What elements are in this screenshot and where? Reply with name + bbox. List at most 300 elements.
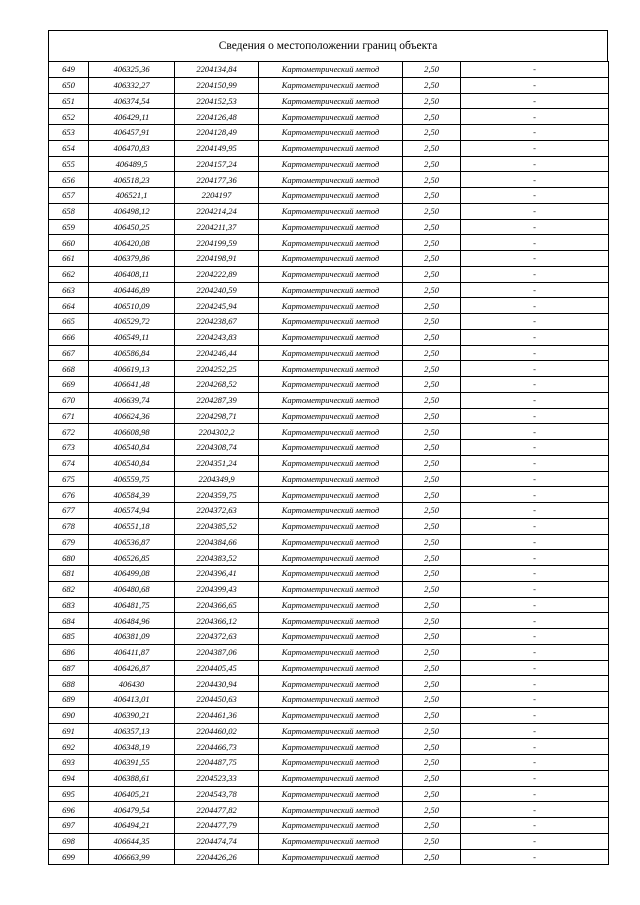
coord-y: 2204460,02 [175,723,259,739]
method-cell: Картометрический метод [259,282,403,298]
coord-y: 2204287,39 [175,392,259,408]
accuracy-cell: 2,50 [403,314,461,330]
point-number: 673 [49,440,89,456]
accuracy-cell: 2,50 [403,93,461,109]
coord-x: 406510,09 [89,298,175,314]
coord-x: 406644,35 [89,833,175,849]
table-row [49,597,609,613]
method-cell: Картометрический метод [259,534,403,550]
coord-y: 2204126,48 [175,109,259,125]
note-cell: - [461,251,609,267]
method-cell: Картометрический метод [259,203,403,219]
accuracy-cell: 2,50 [403,392,461,408]
coord-y: 2204466,73 [175,739,259,755]
coord-x: 406420,08 [89,235,175,251]
table-row [49,707,609,723]
table-row [49,361,609,377]
point-number: 669 [49,377,89,393]
accuracy-cell: 2,50 [403,770,461,786]
table-row [49,455,609,471]
note-cell: - [461,109,609,125]
coord-y: 2204387,06 [175,644,259,660]
point-number: 678 [49,518,89,534]
coord-x: 406484,96 [89,613,175,629]
table-row [49,487,609,503]
note-cell: - [461,77,609,93]
point-number: 689 [49,692,89,708]
table-row [49,739,609,755]
coord-x: 406584,39 [89,487,175,503]
note-cell: - [461,833,609,849]
point-number: 662 [49,266,89,282]
coord-x: 406374,54 [89,93,175,109]
accuracy-cell: 2,50 [403,188,461,204]
coord-y: 2204430,94 [175,676,259,692]
note-cell: - [461,188,609,204]
accuracy-cell: 2,50 [403,140,461,156]
method-cell: Картометрический метод [259,392,403,408]
coord-x: 406480,68 [89,581,175,597]
accuracy-cell: 2,50 [403,172,461,188]
note-cell: - [461,613,609,629]
point-number: 655 [49,156,89,172]
accuracy-cell: 2,50 [403,282,461,298]
point-number: 681 [49,566,89,582]
coord-x: 406489,5 [89,156,175,172]
coord-x: 406619,13 [89,361,175,377]
method-cell: Картометрический метод [259,377,403,393]
table-row [49,314,609,330]
note-cell: - [461,723,609,739]
method-cell: Картометрический метод [259,692,403,708]
point-number: 686 [49,644,89,660]
point-number: 682 [49,581,89,597]
method-cell: Картометрический метод [259,77,403,93]
table-row [49,392,609,408]
point-number: 668 [49,361,89,377]
note-cell: - [461,471,609,487]
table-row [49,188,609,204]
point-number: 652 [49,109,89,125]
coord-x: 406559,75 [89,471,175,487]
table-row [49,440,609,456]
accuracy-cell: 2,50 [403,251,461,267]
method-cell: Картометрический метод [259,314,403,330]
accuracy-cell: 2,50 [403,581,461,597]
accuracy-cell: 2,50 [403,550,461,566]
table-row [49,833,609,849]
table-row [49,77,609,93]
method-cell: Картометрический метод [259,235,403,251]
table-row [49,644,609,660]
coord-y: 2204372,63 [175,629,259,645]
coord-y: 2204222,89 [175,266,259,282]
coord-y: 2204268,52 [175,377,259,393]
note-cell: - [461,597,609,613]
coord-y: 2204302,2 [175,424,259,440]
table-row [49,660,609,676]
coord-y: 2204238,67 [175,314,259,330]
coord-x: 406413,01 [89,692,175,708]
accuracy-cell: 2,50 [403,361,461,377]
accuracy-cell: 2,50 [403,849,461,865]
accuracy-cell: 2,50 [403,203,461,219]
table-row [49,692,609,708]
note-cell: - [461,770,609,786]
method-cell: Картометрический метод [259,471,403,487]
table-row [49,755,609,771]
coord-x: 406411,87 [89,644,175,660]
table-row [49,786,609,802]
coord-x: 406379,86 [89,251,175,267]
method-cell: Картометрический метод [259,109,403,125]
note-cell: - [461,424,609,440]
table-row [49,345,609,361]
coord-x: 406390,21 [89,707,175,723]
coord-x: 406405,21 [89,786,175,802]
note-cell: - [461,644,609,660]
coord-x: 406450,25 [89,219,175,235]
note-cell: - [461,629,609,645]
point-number: 691 [49,723,89,739]
accuracy-cell: 2,50 [403,156,461,172]
point-number: 658 [49,203,89,219]
accuracy-cell: 2,50 [403,503,461,519]
coord-x: 406348,19 [89,739,175,755]
accuracy-cell: 2,50 [403,109,461,125]
coord-x: 406357,13 [89,723,175,739]
coord-y: 2204396,41 [175,566,259,582]
coordinates-table [48,61,609,865]
coord-x: 406529,72 [89,314,175,330]
accuracy-cell: 2,50 [403,440,461,456]
coord-y: 2204366,12 [175,613,259,629]
point-number: 696 [49,802,89,818]
accuracy-cell: 2,50 [403,471,461,487]
method-cell: Картометрический метод [259,629,403,645]
note-cell: - [461,282,609,298]
coord-y: 2204474,74 [175,833,259,849]
method-cell: Картометрический метод [259,140,403,156]
point-number: 674 [49,455,89,471]
table-row [49,802,609,818]
boundary-document [48,30,608,865]
method-cell: Картометрический метод [259,802,403,818]
note-cell: - [461,156,609,172]
table-row [49,676,609,692]
coord-y: 2204359,75 [175,487,259,503]
method-cell: Картометрический метод [259,440,403,456]
coord-y: 2204177,36 [175,172,259,188]
coord-y: 2204149,95 [175,140,259,156]
method-cell: Картометрический метод [259,849,403,865]
method-cell: Картометрический метод [259,93,403,109]
coord-y: 2204477,82 [175,802,259,818]
note-cell: - [461,392,609,408]
note-cell: - [461,408,609,424]
point-number: 654 [49,140,89,156]
note-cell: - [461,440,609,456]
table-row [49,172,609,188]
method-cell: Картометрический метод [259,503,403,519]
method-cell: Картометрический метод [259,298,403,314]
coord-y: 2204487,75 [175,755,259,771]
note-cell: - [461,235,609,251]
coord-x: 406470,83 [89,140,175,156]
coord-y: 2204199,59 [175,235,259,251]
table-row [49,818,609,834]
coord-y: 2204351,24 [175,455,259,471]
accuracy-cell: 2,50 [403,629,461,645]
coord-x: 406540,84 [89,440,175,456]
table-row [49,581,609,597]
point-number: 657 [49,188,89,204]
note-cell: - [461,676,609,692]
note-cell: - [461,266,609,282]
table-row [49,140,609,156]
note-cell: - [461,62,609,78]
coord-x: 406639,74 [89,392,175,408]
note-cell: - [461,755,609,771]
note-cell: - [461,707,609,723]
point-number: 671 [49,408,89,424]
point-number: 666 [49,329,89,345]
accuracy-cell: 2,50 [403,298,461,314]
coord-y: 2204150,99 [175,77,259,93]
point-number: 670 [49,392,89,408]
table-row [49,503,609,519]
method-cell: Картометрический метод [259,251,403,267]
coord-x: 406586,84 [89,345,175,361]
point-number: 692 [49,739,89,755]
table-row [49,251,609,267]
note-cell: - [461,660,609,676]
coord-y: 2204198,91 [175,251,259,267]
coord-y: 2204399,43 [175,581,259,597]
coord-x: 406479,54 [89,802,175,818]
method-cell: Картометрический метод [259,408,403,424]
table-row [49,518,609,534]
method-cell: Картометрический метод [259,676,403,692]
point-number: 694 [49,770,89,786]
coord-y: 2204246,44 [175,345,259,361]
method-cell: Картометрический метод [259,345,403,361]
coord-y: 2204157,24 [175,156,259,172]
accuracy-cell: 2,50 [403,455,461,471]
accuracy-cell: 2,50 [403,818,461,834]
note-cell: - [461,345,609,361]
table-row [49,156,609,172]
method-cell: Картометрический метод [259,487,403,503]
coord-y: 2204523,33 [175,770,259,786]
table-row [49,62,609,78]
coord-y: 2204543,78 [175,786,259,802]
method-cell: Картометрический метод [259,188,403,204]
accuracy-cell: 2,50 [403,266,461,282]
method-cell: Картометрический метод [259,518,403,534]
method-cell: Картометрический метод [259,739,403,755]
note-cell: - [461,739,609,755]
coord-x: 406521,1 [89,188,175,204]
coord-y: 2204252,25 [175,361,259,377]
method-cell: Картометрический метод [259,818,403,834]
table-row [49,723,609,739]
point-number: 698 [49,833,89,849]
coord-y: 2204461,36 [175,707,259,723]
table-row [49,550,609,566]
coord-y: 2204211,37 [175,219,259,235]
coord-x: 406574,94 [89,503,175,519]
coord-x: 406430 [89,676,175,692]
table-row [49,298,609,314]
accuracy-cell: 2,50 [403,329,461,345]
note-cell: - [461,455,609,471]
accuracy-cell: 2,50 [403,692,461,708]
point-number: 665 [49,314,89,330]
coord-y: 2204426,26 [175,849,259,865]
point-number: 687 [49,660,89,676]
table-row [49,282,609,298]
coord-y: 2204384,66 [175,534,259,550]
coord-y: 2204450,63 [175,692,259,708]
table-row [49,377,609,393]
note-cell: - [461,314,609,330]
accuracy-cell: 2,50 [403,597,461,613]
note-cell: - [461,487,609,503]
accuracy-cell: 2,50 [403,408,461,424]
method-cell: Картометрический метод [259,833,403,849]
point-number: 699 [49,849,89,865]
method-cell: Картометрический метод [259,424,403,440]
coord-x: 406540,84 [89,455,175,471]
coord-x: 406624,36 [89,408,175,424]
note-cell: - [461,503,609,519]
point-number: 677 [49,503,89,519]
point-number: 667 [49,345,89,361]
coord-x: 406536,87 [89,534,175,550]
table-row [49,109,609,125]
table-row [49,93,609,109]
accuracy-cell: 2,50 [403,125,461,141]
coord-y: 2204245,94 [175,298,259,314]
accuracy-cell: 2,50 [403,613,461,629]
coord-x: 406549,11 [89,329,175,345]
note-cell: - [461,581,609,597]
coord-y: 2204308,74 [175,440,259,456]
table-row [49,424,609,440]
method-cell: Картометрический метод [259,156,403,172]
coord-y: 2204243,83 [175,329,259,345]
table-row [49,566,609,582]
note-cell: - [461,125,609,141]
coord-x: 406391,55 [89,755,175,771]
accuracy-cell: 2,50 [403,487,461,503]
table-row [49,770,609,786]
table-row [49,613,609,629]
coord-y: 2204349,9 [175,471,259,487]
coord-y: 2204128,49 [175,125,259,141]
method-cell: Картометрический метод [259,62,403,78]
accuracy-cell: 2,50 [403,345,461,361]
coord-y: 2204385,52 [175,518,259,534]
coord-x: 406518,23 [89,172,175,188]
document-title: Сведения о местоположении границ объекта [48,30,608,61]
accuracy-cell: 2,50 [403,62,461,78]
method-cell: Картометрический метод [259,755,403,771]
point-number: 693 [49,755,89,771]
point-number: 664 [49,298,89,314]
coord-x: 406498,12 [89,203,175,219]
note-cell: - [461,566,609,582]
coord-x: 406551,18 [89,518,175,534]
method-cell: Картометрический метод [259,707,403,723]
coord-x: 406494,21 [89,818,175,834]
point-number: 676 [49,487,89,503]
coord-x: 406641,48 [89,377,175,393]
point-number: 650 [49,77,89,93]
method-cell: Картометрический метод [259,786,403,802]
method-cell: Картометрический метод [259,581,403,597]
note-cell: - [461,534,609,550]
method-cell: Картометрический метод [259,266,403,282]
point-number: 651 [49,93,89,109]
point-number: 685 [49,629,89,645]
method-cell: Картометрический метод [259,660,403,676]
coord-x: 406325,36 [89,62,175,78]
note-cell: - [461,93,609,109]
coord-x: 406663,99 [89,849,175,865]
coord-x: 406332,27 [89,77,175,93]
coord-x: 406457,91 [89,125,175,141]
coord-y: 2204214,24 [175,203,259,219]
table-row [49,219,609,235]
accuracy-cell: 2,50 [403,518,461,534]
table-row [49,471,609,487]
coord-y: 2204152,53 [175,93,259,109]
accuracy-cell: 2,50 [403,644,461,660]
note-cell: - [461,377,609,393]
accuracy-cell: 2,50 [403,755,461,771]
table-row [49,849,609,865]
accuracy-cell: 2,50 [403,739,461,755]
note-cell: - [461,298,609,314]
point-number: 661 [49,251,89,267]
method-cell: Картометрический метод [259,172,403,188]
point-number: 660 [49,235,89,251]
point-number: 679 [49,534,89,550]
note-cell: - [461,329,609,345]
point-number: 683 [49,597,89,613]
method-cell: Картометрический метод [259,219,403,235]
point-number: 649 [49,62,89,78]
coord-x: 406381,09 [89,629,175,645]
coord-x: 406388,61 [89,770,175,786]
coord-x: 406426,87 [89,660,175,676]
note-cell: - [461,140,609,156]
note-cell: - [461,550,609,566]
accuracy-cell: 2,50 [403,660,461,676]
point-number: 684 [49,613,89,629]
note-cell: - [461,692,609,708]
point-number: 695 [49,786,89,802]
point-number: 680 [49,550,89,566]
point-number: 675 [49,471,89,487]
table-row [49,629,609,645]
coord-y: 2204240,59 [175,282,259,298]
coord-y: 2204383,52 [175,550,259,566]
accuracy-cell: 2,50 [403,534,461,550]
point-number: 656 [49,172,89,188]
